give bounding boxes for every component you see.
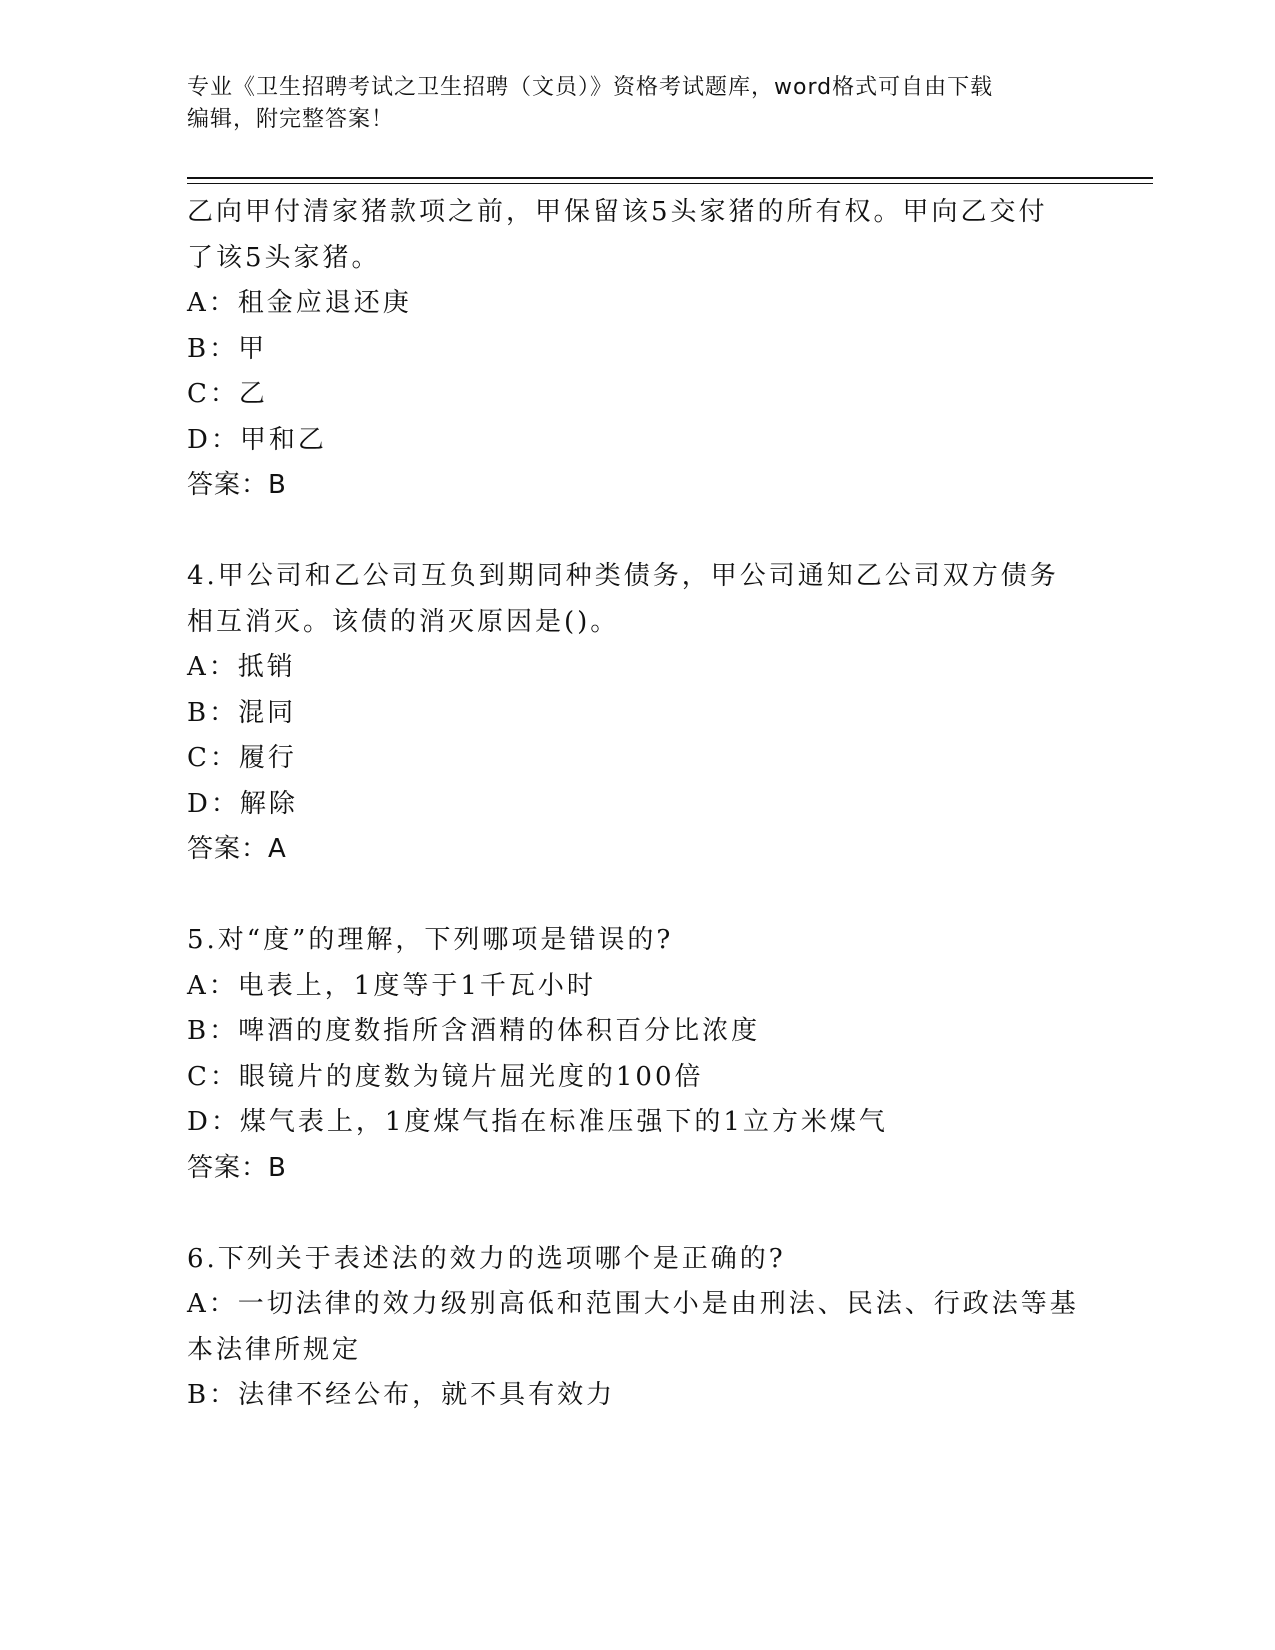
option-b: B：法律不经公布，就不具有效力 <box>187 1380 616 1410</box>
question-stem-line: 5.对“度”的理解，下列哪项是错误的? <box>187 925 674 955</box>
spacer <box>187 509 1087 555</box>
option-c: C：乙 <box>187 379 268 409</box>
question-stem-line: 6.下列关于表述法的效力的选项哪个是正确的? <box>187 1243 786 1274</box>
header-line-1: 专业《卫生招聘考试之卫生招聘（文员）》资格考试题库，word格式可自由下载 <box>187 75 994 100</box>
answer-line: 答案：A <box>187 834 287 864</box>
answer-line: 答案：B <box>187 470 287 500</box>
option-a: A：电表上，1度等于1千瓦小时 <box>187 970 596 1001</box>
question-content <box>187 190 1087 1419</box>
option-a: A：租金应退还庚 <box>187 288 412 318</box>
option-b: B：混同 <box>187 697 297 728</box>
option-c: C：眼镜片的度数为镜片屈光度的100倍 <box>187 1061 704 1092</box>
header-line-2: 编辑，附完整答案！ <box>187 107 395 132</box>
spacer <box>187 1191 1087 1237</box>
answer-line: 答案：B <box>187 1152 287 1183</box>
option-c: C：履行 <box>187 743 297 773</box>
question-5 <box>187 918 1087 1191</box>
question-3 <box>187 190 1087 509</box>
option-a: A：抵销 <box>187 652 296 682</box>
question-stem-line: 4.甲公司和乙公司互负到期同种类债务，甲公司通知乙公司双方债务 <box>187 561 1059 591</box>
page-header <box>187 72 1087 136</box>
question-6 <box>187 1237 1087 1419</box>
option-a: A：一切法律的效力级别高低和范围大小是由刑法、民法、行政法等基 <box>187 1289 1079 1319</box>
option-d: D：解除 <box>187 788 298 819</box>
option-d: D：甲和乙 <box>187 424 327 455</box>
question-stem-line: 乙向甲付清家猪款项之前，甲保留该5头家猪的所有权。甲向乙交付 <box>187 197 1048 227</box>
question-4 <box>187 554 1087 873</box>
option-d: D：煤气表上，1度煤气指在标准压强下的1立方米煤气 <box>187 1107 888 1137</box>
option-b: B：啤酒的度数指所含酒精的体积百分比浓度 <box>187 1016 761 1046</box>
header-double-rule <box>187 177 1153 184</box>
spacer <box>187 873 1087 919</box>
question-stem-line: 相互消灭。该债的消灭原因是()。 <box>187 606 620 637</box>
option-b: B：甲 <box>187 333 268 364</box>
question-stem-line: 了该5头家猪。 <box>187 242 381 273</box>
option-a-continued: 本法律所规定 <box>187 1334 362 1365</box>
